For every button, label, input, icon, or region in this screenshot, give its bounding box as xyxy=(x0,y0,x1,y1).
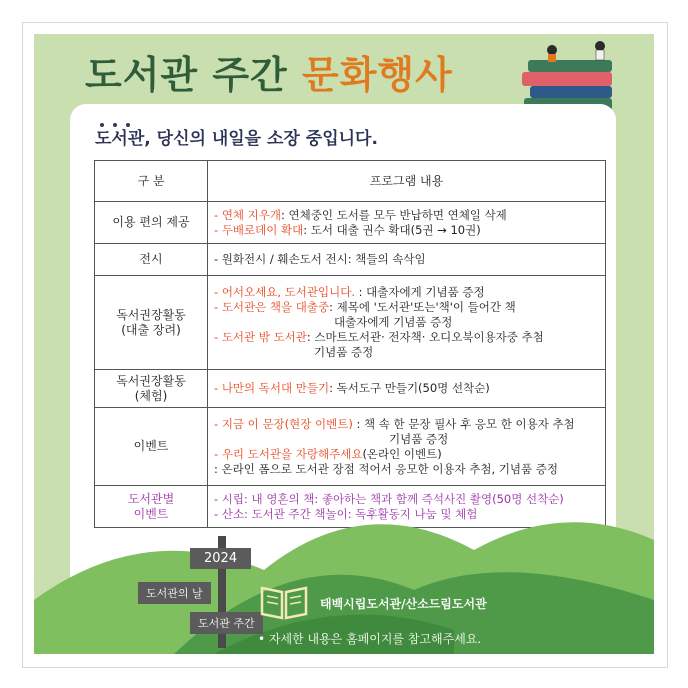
row-content xyxy=(208,370,606,408)
content-line: - 원화전시 / 훼손도서 전시: 책들의 속삭임 xyxy=(214,252,426,266)
poster-subtitle: 도서관, 당신의 내일을 소장 중입니다. xyxy=(95,129,378,149)
content-line: - 산소: 도서관 주간 책놀이: 독후활동지 나눔 및 체험 xyxy=(214,506,478,521)
table-header-row xyxy=(95,161,606,202)
content-line: - 연체 지우개: 연체중인 도서를 모두 반납하면 연체일 삭제 xyxy=(214,207,507,222)
library-logo-text: 태백시립도서관/산소드림도서관 xyxy=(320,597,487,611)
row-category: 전시 xyxy=(95,244,208,276)
row-content xyxy=(208,276,606,370)
table-row xyxy=(95,202,606,244)
table-header-category: 구 분 xyxy=(95,161,208,202)
sign-year: 2024 xyxy=(190,548,251,569)
content-line: - 도서관 밖 도서관: 스마트도서관· 전자책· 오디오북이용자중 추첨 xyxy=(214,330,544,344)
row-content xyxy=(208,244,606,276)
title-main: 도서관 주간 xyxy=(85,53,288,97)
row-category: 도서관별 이벤트 xyxy=(95,486,208,528)
poster-title xyxy=(85,44,453,99)
row-category: 이용 편의 제공 xyxy=(95,202,208,244)
row-content xyxy=(208,408,606,486)
hills-illustration xyxy=(34,480,654,654)
content-line: - 도서관은 책을 대출중: 제목에 '도서관'또는'책'이 들어간 책 xyxy=(214,300,516,314)
sign-library-week: 도서관 주간 xyxy=(190,612,263,634)
footer-note: • 자세한 내용은 홈페이지를 참고해주세요. xyxy=(258,632,482,646)
table-row xyxy=(95,244,606,276)
table-header-content: 프로그램 내용 xyxy=(208,161,606,202)
program-table xyxy=(94,160,606,528)
content-line: - 두배로데이 확대: 도서 대출 권수 확대(5권 → 10권) xyxy=(214,222,481,237)
row-category: 독서권장활동 (대출 장려) xyxy=(95,276,208,370)
table-row xyxy=(95,370,606,408)
content-line: 기념품 증정 xyxy=(389,431,449,446)
content-line: - 나만의 독서대 만들기: 독서도구 만들기(50명 선착순) xyxy=(214,381,490,395)
row-category: 독서권장활동 (체험) xyxy=(95,370,208,408)
row-content xyxy=(208,202,606,244)
content-line: - 시립: 내 영혼의 책: 좋아하는 책과 함께 즉석사진 촬영(50명 선착순) xyxy=(214,491,564,506)
title-accent: 문화행사 xyxy=(302,53,453,97)
content-line: : 온라인 폼으로 도서관 장점 적어서 응모한 이용자 추첨, 기념품 증정 xyxy=(214,461,559,476)
content-line: - 어서오세요, 도서관입니다. : 대출자에게 기념품 증정 xyxy=(214,285,485,299)
sign-library-day: 도서관의 날 xyxy=(138,582,211,604)
content-line: 기념품 증정 xyxy=(314,345,374,359)
content-line: - 우리 도서관을 자랑해주세요(온라인 이벤트) xyxy=(214,446,442,461)
open-book-icon xyxy=(258,580,310,622)
content-line: - 지금 이 문장(현장 이벤트) : 책 속 한 문장 필사 후 응모 한 이용자 추첨 xyxy=(214,416,575,431)
table-row xyxy=(95,408,606,486)
content-line: 대출자에게 기념품 증정 xyxy=(334,315,453,329)
row-category: 이벤트 xyxy=(95,408,208,486)
table-row xyxy=(95,276,606,370)
